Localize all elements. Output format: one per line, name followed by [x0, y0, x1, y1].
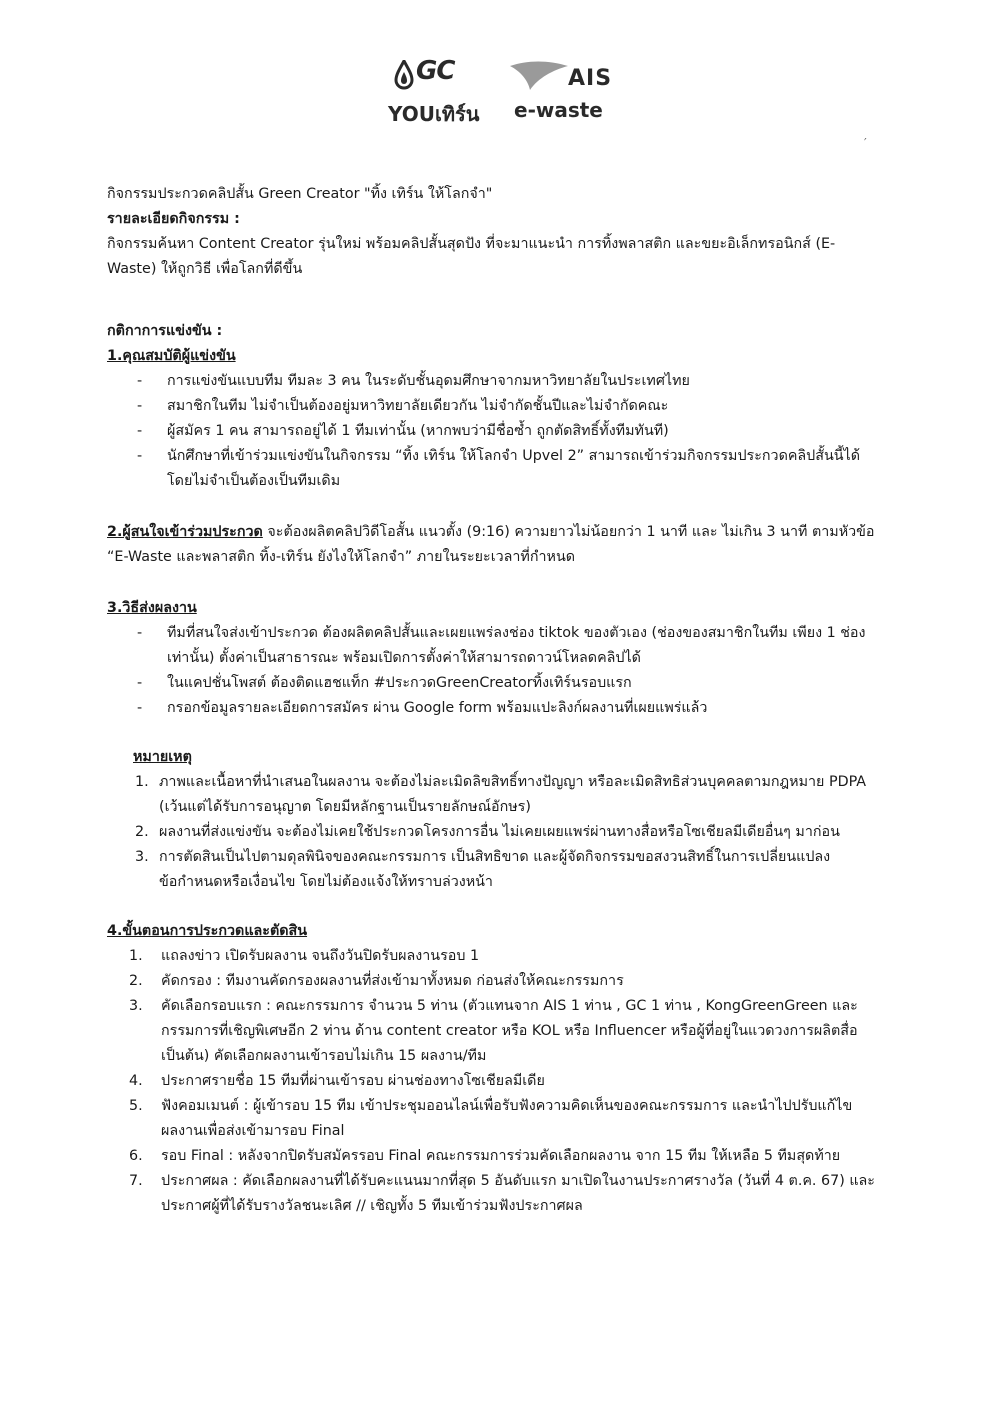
list-item	[137, 696, 887, 721]
list-item-text: ประกาศผล : คัดเลือกผลงานที่ได้รับคะแนนมากที่สุด 5 อันดับแรก มาเปิดในงานประกาศรางวัล (วันที่ 4 ต.ค. 67) และ	[161, 1173, 875, 1189]
item-number: 1.	[129, 948, 143, 964]
section4-heading: 4.ขั้นตอนการประกวดและตัดสิน	[107, 923, 308, 939]
list-item	[137, 671, 887, 696]
item-number: 5.	[129, 1098, 143, 1114]
list-item	[129, 994, 887, 1069]
section3-list	[107, 621, 887, 721]
list-item-text: ประกาศรายชื่อ 15 ทีมที่ผ่านเข้ารอบ ผ่านช่องทางโซเชียลมีเดีย	[161, 1073, 545, 1089]
stray-mark: ′	[864, 136, 867, 150]
bullet-marker: -	[137, 423, 143, 439]
bullet-marker: -	[137, 700, 143, 716]
item-number: 3.	[135, 849, 149, 865]
list-item-text: โดยไม่จำเป็นต้องเป็นทีมเดิม	[167, 473, 341, 489]
bullet-marker: -	[137, 398, 143, 414]
bullet-marker: -	[137, 373, 143, 389]
list-item	[129, 944, 887, 969]
list-item-text: ในแคปชั่นโพสต์ ต้องติดแฮชแท็ก #ประกวดGreenCreatorทิ้งเทิร์นรอบแรก	[167, 675, 632, 691]
list-item-text: ประกาศผู้ที่ได้รับรางวัลชนะเลิศ // เชิญทั้ง 5 ทีมเข้าร่วมฟังประกาศผล	[161, 1198, 583, 1214]
list-item-text: ผลงานที่ส่งแข่งขัน จะต้องไม่เคยใช้ประกวดโครงการอื่น ไม่เคยเผยแพร่ผ่านทางสื่อหรือโซเชียลมีเดียอื่นๆ มาก่อน	[159, 824, 840, 840]
section1-list	[107, 369, 887, 494]
list-item-text: ผู้สมัคร 1 คน สามารถอยู่ได้ 1 ทีมเท่านั้น (หากพบว่ามีชื่อซ้ำ ถูกตัดสิทธิ์ทั้งทีมทันที)	[167, 423, 669, 439]
list-item-text: เป็นต้น) คัดเลือกผลงานเข้ารอบไม่เกิน 15 ผลงาน/ทีม	[161, 1048, 487, 1064]
ais-logo-text: AIS	[568, 66, 613, 91]
gc-drop-logo-icon	[394, 60, 414, 90]
list-item	[137, 369, 887, 394]
notes-heading: หมายเหตุ	[133, 749, 192, 765]
list-item	[137, 444, 887, 494]
item-number: 6.	[129, 1148, 143, 1164]
gc-logo-text: GC	[416, 56, 455, 86]
list-item-text: แถลงข่าว เปิดรับผลงาน จนถึงวันปิดรับผลงานรอบ 1	[161, 948, 480, 964]
list-item-text: ข้อกำหนดหรือเงื่อนไข โดยไม่ต้องแจ้งให้ทราบล่วงหน้า	[159, 874, 493, 890]
list-item	[137, 394, 887, 419]
document-body	[107, 182, 887, 1219]
details-line: Waste) ให้ถูกวิธี เพื่อโลกที่ดีขึ้น	[107, 261, 303, 277]
section2-heading: 2.ผู้สนใจเข้าร่วมประกวด	[107, 524, 263, 540]
section2-paragraph	[107, 520, 887, 545]
ais-swoosh-logo-icon	[508, 56, 570, 96]
activity-title: กิจกรรมประกวดคลิปสั้น Green Creator "ทิ้ง เทิร์น ให้โลกจำ"	[107, 186, 493, 202]
item-number: 7.	[129, 1173, 143, 1189]
list-item-text: นักศึกษาที่เข้าร่วมแข่งขันในกิจกรรม “ทิ้ง เทิร์น ให้โลกจำ Upvel 2” สามารถเข้าร่วมกิจกรรมประกวดคลิปสั้นนี้ได้	[167, 448, 861, 464]
bullet-marker: -	[137, 625, 143, 641]
section1-heading: 1.คุณสมบัติผู้แข่งขัน	[107, 348, 236, 364]
section2-text-line: “E-Waste และพลาสติก ทิ้ง-เทิร์น ยังไงให้โลกจำ” ภายในระยะเวลาที่กำหนด	[107, 549, 576, 565]
list-item	[129, 1094, 887, 1144]
header-logos	[380, 52, 640, 132]
list-item-text: กรรมการที่เชิญพิเศษอีก 2 ท่าน ด้าน content creator หรือ KOL หรือ Influencer หรือผู้ที่อยู่ในแวดวงการผลิตสื่อ	[161, 1023, 858, 1039]
bullet-marker: -	[137, 675, 143, 691]
list-item	[135, 770, 887, 820]
list-item-text: สมาชิกในทีม ไม่จำเป็นต้องอยู่มหาวิทยาลัยเดียวกัน ไม่จำกัดชั้นปีและไม่จำกัดคณะ	[167, 398, 669, 414]
you-turn-logo-text: YOUเทิร์น	[388, 102, 480, 126]
list-item	[129, 969, 887, 994]
list-item-text: เท่านั้น) ตั้งค่าเป็นสาธารณะ พร้อมเปิดการตั้งค่าให้สามารถดาวน์โหลดคลิปได้	[167, 650, 641, 666]
details-heading: รายละเอียดกิจกรรม :	[107, 211, 240, 227]
list-item	[137, 419, 887, 444]
notes-list	[107, 770, 887, 895]
item-number: 3.	[129, 998, 143, 1014]
list-item-text: คัดกรอง : ทีมงานคัดกรองผลงานที่ส่งเข้ามาทั้งหมด ก่อนส่งให้คณะกรรมการ	[161, 973, 624, 989]
list-item	[135, 820, 887, 845]
list-item-text: คัดเลือกรอบแรก : คณะกรรมการ จำนวน 5 ท่าน (ตัวแทนจาก AIS 1 ท่าน , GC 1 ท่าน , KongGreenGreen และ	[161, 998, 858, 1014]
list-item-text: ทีมที่สนใจส่งเข้าประกวด ต้องผลิตคลิปสั้นและเผยแพร่ลงช่อง tiktok ของตัวเอง (ช่องของสมาชิกในทีม เพียง 1 ช่อง	[167, 625, 866, 641]
rules-heading: กติกาการแข่งขัน :	[107, 323, 223, 339]
list-item	[135, 845, 887, 895]
list-item	[137, 621, 887, 671]
ewaste-logo-text: e-waste	[514, 98, 603, 122]
section2-text: จะต้องผลิตคลิปวิดีโอสั้น แนวตั้ง (9:16) ความยาวไม่น้อยกว่า 1 นาที และ ไม่เกิน 3 นาที ตามหัวข้อ	[262, 524, 875, 540]
list-item-text: (เว้นแต่ได้รับการอนุญาต โดยมีหลักฐานเป็นรายลักษณ์อักษร)	[159, 799, 531, 815]
item-number: 2.	[135, 824, 149, 840]
item-number: 1.	[135, 774, 149, 790]
section3-heading: 3.วิธีส่งผลงาน	[107, 600, 197, 616]
list-item-text: ภาพและเนื้อหาที่นำเสนอในผลงาน จะต้องไม่ละเมิดลิขสิทธิ์ทางปัญญา หรือละเมิดสิทธิส่วนบุคคลตามกฎหมาย PDPA	[159, 774, 867, 790]
section4-list	[107, 944, 887, 1219]
list-item-text: การแข่งขันแบบทีม ทีมละ 3 คน ในระดับชั้นอุดมศึกษาจากมหาวิทยาลัยในประเทศไทย	[167, 373, 690, 389]
list-item	[129, 1169, 887, 1219]
list-item	[129, 1144, 887, 1169]
list-item-text: ฟังคอมเมนต์ : ผู้เข้ารอบ 15 ทีม เข้าประชุมออนไลน์เพื่อรับฟังความคิดเห็นของคณะกรรมการ และนำไปปรับแก้ไข	[161, 1098, 853, 1114]
list-item-text: การตัดสินเป็นไปตามดุลพินิจของคณะกรรมการ เป็นสิทธิขาด และผู้จัดกิจกรรมขอสงวนสิทธิ์ในการเปลี่ยนแปลง	[159, 849, 831, 865]
list-item-text: ผลงานเพื่อส่งเข้ามารอบ Final	[161, 1123, 345, 1139]
item-number: 2.	[129, 973, 143, 989]
list-item-text: รอบ Final : หลังจากปิดรับสมัครรอบ Final คณะกรรมการร่วมคัดเลือกผลงาน จาก 15 ทีม ให้เหลือ 5 ทีมสุดท้าย	[161, 1148, 841, 1164]
bullet-marker: -	[137, 448, 143, 464]
list-item-text: กรอกข้อมูลรายละเอียดการสมัคร ผ่าน Google form พร้อมแปะลิงก์ผลงานที่เผยแพร่แล้ว	[167, 700, 708, 716]
list-item	[129, 1069, 887, 1094]
item-number: 4.	[129, 1073, 143, 1089]
details-line: กิจกรรมค้นหา Content Creator รุ่นใหม่ พร้อมคลิปสั้นสุดปัง ที่จะมาแนะนำ การทิ้งพลาสติก และขยะอิเล็กทรอนิกส์ (E-	[107, 236, 836, 252]
